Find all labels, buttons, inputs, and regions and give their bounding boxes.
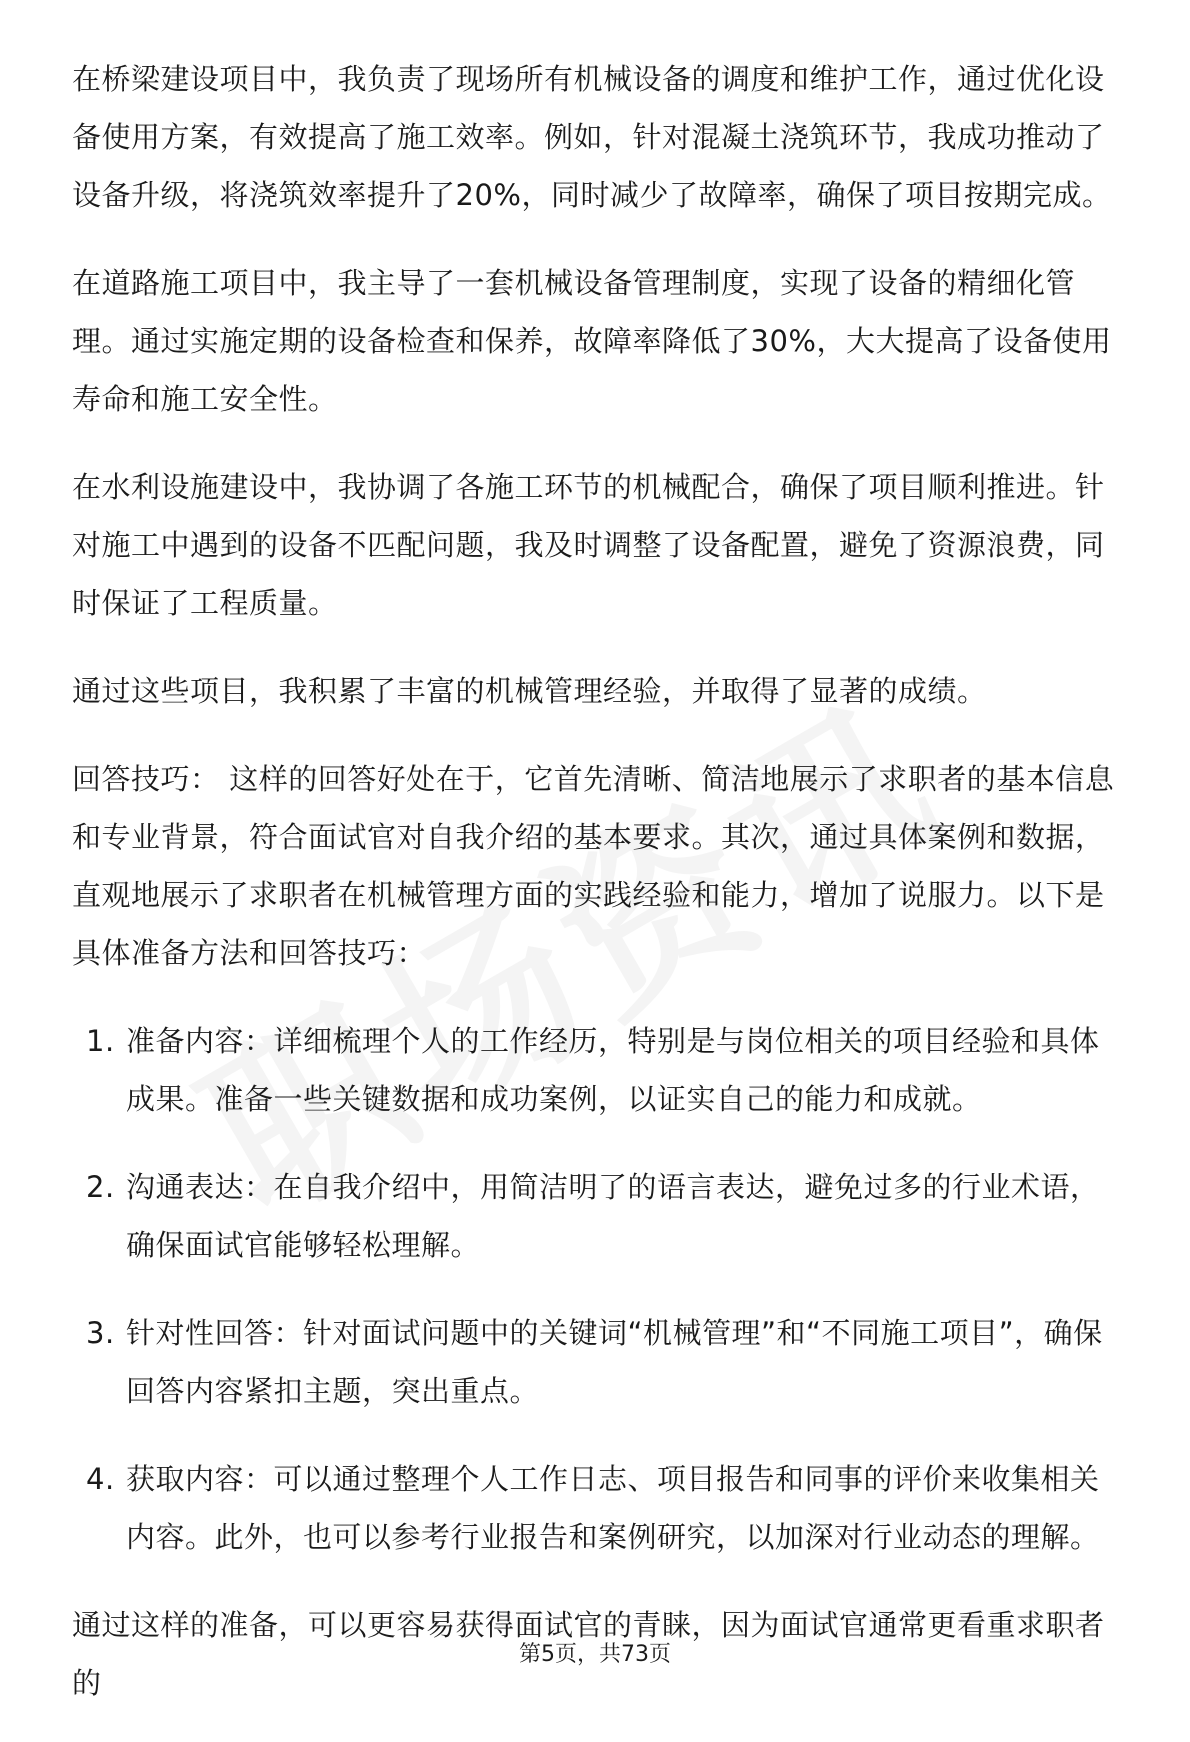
paragraph-conclusion: 通过这样的准备，可以更容易获得面试官的青睐，因为面试官通常更看重求职者的: [72, 1608, 1105, 1700]
page-number: 第5页，共73页: [519, 1642, 671, 1667]
list-number: 2.: [86, 1170, 115, 1204]
list-item-text: 针对性回答：针对面试问题中的关键词“机械管理”和“不同施工项目”，确保回答内容紧扣主题，突出重点。: [126, 1316, 1103, 1408]
list-item-text: 准备内容：详细梳理个人的工作经历，特别是与岗位相关的项目经验和具体成果。准备一些关键数据和成功案例，以证实自己的能力和成就。: [126, 1024, 1100, 1116]
list-item-text: 获取内容：可以通过整理个人工作日志、项目报告和同事的评价来收集相关内容。此外，也可以参考行业报告和案例研究，以加深对行业动态的理解。: [126, 1462, 1100, 1554]
list-item: [72, 1158, 1120, 1274]
list-item-text: 沟通表达：在自我介绍中，用简洁明了的语言表达，避免过多的行业术语，确保面试官能够轻松理解。: [126, 1170, 1100, 1262]
paragraph-road-project: 在道路施工项目中，我主导了一套机械设备管理制度，实现了设备的精细化管理。通过实施定期的设备检查和保养，故障率降低了30%，大大提高了设备使用寿命和施工安全性。: [72, 266, 1112, 416]
list-number: 4.: [86, 1462, 115, 1496]
list-item: [72, 1450, 1120, 1566]
document-body: [72, 50, 1120, 1742]
list-item: [72, 1012, 1120, 1128]
paragraph-answer-tips: 回答技巧： 这样的回答好处在于，它首先清晰、简洁地展示了求职者的基本信息和专业背景，符合面试官对自我介绍的基本要求。其次，通过具体案例和数据，直观地展示了求职者在机械管理方面的实践经验和能力，增加了说服力。以下是具体准备方法和回答技巧：: [72, 762, 1115, 970]
list-item: [72, 1304, 1120, 1420]
paragraph-water-project: 在水利设施建设中，我协调了各施工环节的机械配合，确保了项目顺利推进。针对施工中遇到的设备不匹配问题，我及时调整了设备配置，避免了资源浪费，同时保证了工程质量。: [72, 470, 1105, 620]
list-number: 1.: [86, 1024, 115, 1058]
list-number: 3.: [86, 1316, 115, 1350]
paragraph-bridge-project: 在桥梁建设项目中，我负责了现场所有机械设备的调度和维护工作，通过优化设备使用方案，有效提高了施工效率。例如，针对混凝土浇筑环节，我成功推动了设备升级，将浇筑效率提升了20%，同时减少了故障率，确保了项目按期完成。: [72, 62, 1112, 212]
paragraph-summary: 通过这些项目，我积累了丰富的机械管理经验，并取得了显著的成绩。: [72, 674, 987, 708]
